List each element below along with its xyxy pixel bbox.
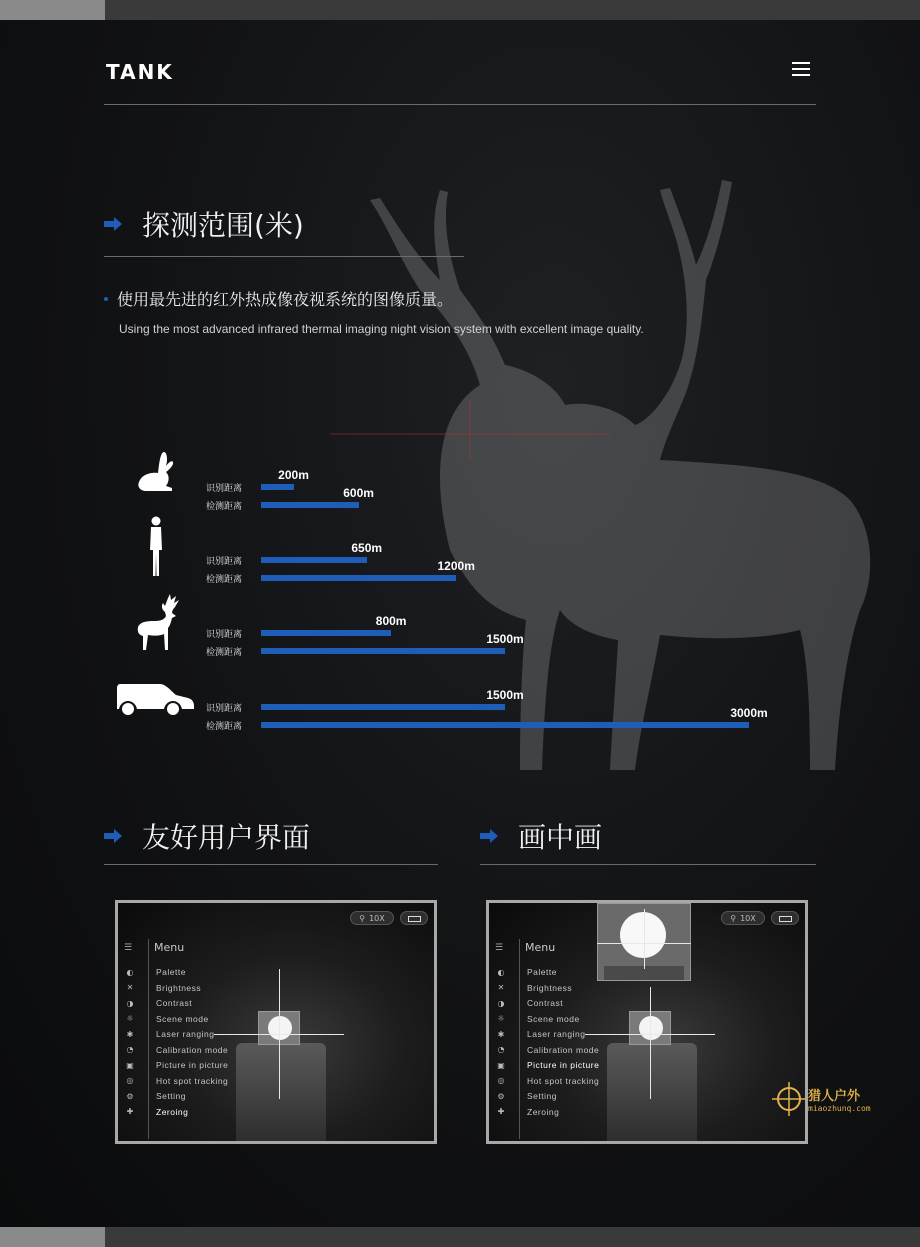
- section-title-pip: [480, 816, 602, 856]
- watermark-url: miaozhunq.com: [808, 1104, 871, 1113]
- menu-item-label: Calibration mode: [527, 1044, 600, 1055]
- detection-distance-label: 检测距离: [206, 648, 243, 658]
- pip-reticle-vertical: [644, 909, 645, 969]
- pip-reticle-horizontal: [597, 943, 691, 944]
- recognition-value-deer: 800m: [375, 614, 407, 628]
- menu-item-contrast[interactable]: [124, 996, 192, 1010]
- menu-item-brightness[interactable]: [124, 981, 201, 995]
- menu-item-label: Hot spot tracking: [156, 1075, 229, 1086]
- menu-item-label: Palette: [527, 967, 557, 977]
- menu-item-icon: ◐: [497, 967, 505, 977]
- menu-item-hot-spot-tracking[interactable]: [495, 1074, 599, 1088]
- menu-item-setting[interactable]: [124, 1089, 186, 1103]
- detection-value-deer: 1500m: [486, 632, 524, 646]
- detection-distance-label: 检测距离: [206, 575, 243, 585]
- menu-item-calibration-mode[interactable]: [124, 1043, 228, 1057]
- top-frame-accent: [0, 0, 105, 20]
- menu-item-icon: ▣: [126, 1060, 134, 1070]
- detection-bar-person: [261, 575, 456, 581]
- menu-item-label: Zeroing: [156, 1106, 189, 1117]
- menu-header: ☰ Menu: [124, 941, 185, 954]
- menu-item-scene-mode[interactable]: [124, 1012, 209, 1026]
- menu-item-label: Setting: [156, 1091, 186, 1101]
- menu-item-icon: ☼: [497, 1014, 505, 1023]
- menu-item-icon: ✚: [126, 1107, 134, 1116]
- section-title-text: 友好用户界面: [142, 821, 311, 854]
- deer-icon: [132, 594, 186, 652]
- section-title-ui: [104, 816, 310, 856]
- detection-bar-deer: [261, 648, 505, 654]
- ui-screenshot-pip: [486, 900, 808, 1144]
- menu-item-label: Brightness: [527, 982, 573, 993]
- menu-item-scene-mode[interactable]: [495, 1012, 580, 1026]
- menu-item-icon: ◎: [497, 1076, 505, 1085]
- recognition-distance-label: 识别距离: [206, 704, 243, 714]
- arrow-right-icon: [480, 829, 498, 843]
- menu-item-zeroing[interactable]: [124, 1105, 188, 1119]
- scene-pillar: [236, 1043, 326, 1144]
- battery-indicator: [400, 911, 428, 925]
- menu-item-label: Laser ranging: [527, 1029, 586, 1039]
- menu-item-icon: ▣: [497, 1060, 505, 1070]
- battery-icon: [779, 916, 792, 922]
- recognition-bar-person: [261, 557, 367, 563]
- detection-value-car: 3000m: [730, 706, 768, 720]
- menu-item-brightness[interactable]: [495, 981, 572, 995]
- menu-item-label: Picture in picture: [156, 1060, 229, 1070]
- menu-item-label: Scene mode: [527, 1013, 580, 1024]
- watermark: [772, 1082, 871, 1116]
- menu-item-laser-ranging[interactable]: [124, 1027, 214, 1041]
- menu-list-icon: ☰: [124, 942, 133, 953]
- magnifier-icon: ⚲: [359, 913, 366, 923]
- menu-item-icon: ☼: [126, 1014, 134, 1023]
- description-en: Using the most advanced infrared thermal imaging night vision system with excellent image quality.: [119, 322, 644, 336]
- recognition-value-rabbit: 200m: [278, 468, 309, 482]
- bottom-frame-bar: [0, 1227, 920, 1247]
- watermark-name: 猎人户外: [808, 1089, 861, 1104]
- menu-item-picture-in-picture[interactable]: [124, 1058, 228, 1072]
- menu-item-icon: ◐: [126, 967, 134, 977]
- menu-item-calibration-mode[interactable]: [495, 1043, 599, 1057]
- magnifier-icon: ⚲: [730, 913, 737, 923]
- recognition-bar-rabbit: [261, 484, 294, 490]
- menu-item-icon: ✱: [126, 1029, 134, 1039]
- menu-item-icon: ◔: [497, 1045, 505, 1054]
- section-divider: [104, 864, 438, 865]
- recognition-bar-car: [261, 704, 505, 710]
- menu-item-contrast[interactable]: [495, 996, 563, 1010]
- scope-icon: [772, 1082, 806, 1116]
- menu-item-icon: ✕: [126, 983, 134, 992]
- detection-bar-rabbit: [261, 502, 359, 508]
- menu-header: ☰ Menu: [495, 941, 556, 954]
- menu-item-label: Calibration mode: [156, 1044, 229, 1055]
- menu-item-icon: ◑: [126, 998, 134, 1008]
- menu-item-setting[interactable]: [495, 1089, 557, 1103]
- menu-item-hot-spot-tracking[interactable]: [124, 1074, 228, 1088]
- recognition-distance-label: 识别距离: [206, 557, 243, 567]
- scene-pillar: [607, 1043, 697, 1144]
- recognition-distance-label: 识别距离: [206, 484, 243, 494]
- menu-item-icon: ◎: [126, 1076, 134, 1085]
- reticle-horizontal: [585, 1034, 715, 1035]
- recognition-value-car: 1500m: [486, 688, 524, 702]
- menu-item-icon: ◑: [497, 998, 505, 1008]
- battery-indicator: [771, 911, 799, 925]
- menu-item-picture-in-picture[interactable]: [495, 1058, 599, 1072]
- menu-item-icon: ◔: [126, 1045, 134, 1054]
- menu-item-label: Contrast: [156, 998, 193, 1008]
- battery-icon: [408, 916, 421, 922]
- menu-item-label: Laser ranging: [156, 1029, 215, 1039]
- page: [0, 20, 920, 1227]
- bottom-frame-accent: [0, 1227, 105, 1247]
- brand-logo[interactable]: TANK: [106, 60, 174, 84]
- detection-distance-label: 检测距离: [206, 502, 243, 512]
- menu-list-icon: ☰: [495, 942, 504, 953]
- menu-item-label: Setting: [527, 1091, 557, 1101]
- menu-item-label: Brightness: [156, 982, 202, 993]
- section-title-text: 探测范围(米): [142, 209, 304, 242]
- menu-item-zeroing[interactable]: [495, 1105, 559, 1119]
- description-cn-text: 使用最先进的红外热成像夜视系统的图像质量。: [117, 290, 454, 309]
- menu-item-icon: ⚙: [497, 1091, 505, 1101]
- menu-item-laser-ranging[interactable]: [495, 1027, 585, 1041]
- menu-item-label: Palette: [156, 967, 186, 977]
- section-divider: [480, 864, 816, 865]
- ui-screenshot-menu: [115, 900, 437, 1144]
- person-icon: [146, 516, 166, 578]
- section-title-text: 画中画: [518, 821, 603, 854]
- zoom-indicator[interactable]: ⚲ 10X: [350, 911, 394, 925]
- zoom-indicator[interactable]: ⚲ 10X: [721, 911, 765, 925]
- menu-item-palette[interactable]: [124, 965, 186, 979]
- menu-item-palette[interactable]: [495, 965, 557, 979]
- menu-item-label: Zeroing: [527, 1106, 560, 1117]
- menu-item-icon: ✱: [497, 1029, 505, 1039]
- detection-distance-label: 检测距离: [206, 722, 243, 732]
- top-frame-bar: [0, 0, 920, 20]
- menu-item-icon: ✕: [497, 983, 505, 992]
- arrow-right-icon: [104, 829, 122, 843]
- recognition-value-person: 650m: [351, 541, 383, 555]
- recognition-distance-label: 识别距离: [206, 630, 243, 640]
- reticle-vertical: [650, 987, 651, 1099]
- detection-value-rabbit: 600m: [343, 486, 374, 500]
- recognition-bar-deer: [261, 630, 391, 636]
- menu-item-label: Picture in picture: [527, 1060, 600, 1070]
- reticle-horizontal: [214, 1034, 344, 1035]
- menu-item-label: Hot spot tracking: [527, 1075, 600, 1086]
- detection-value-person: 1200m: [437, 559, 475, 573]
- menu-item-icon: ⚙: [126, 1091, 134, 1101]
- rabbit-icon: [136, 450, 178, 494]
- menu-item-label: Scene mode: [156, 1013, 209, 1024]
- menu-item-label: Contrast: [527, 998, 564, 1008]
- car-icon: [116, 678, 194, 716]
- menu-item-icon: ✚: [497, 1107, 505, 1116]
- detection-bar-car: [261, 722, 749, 728]
